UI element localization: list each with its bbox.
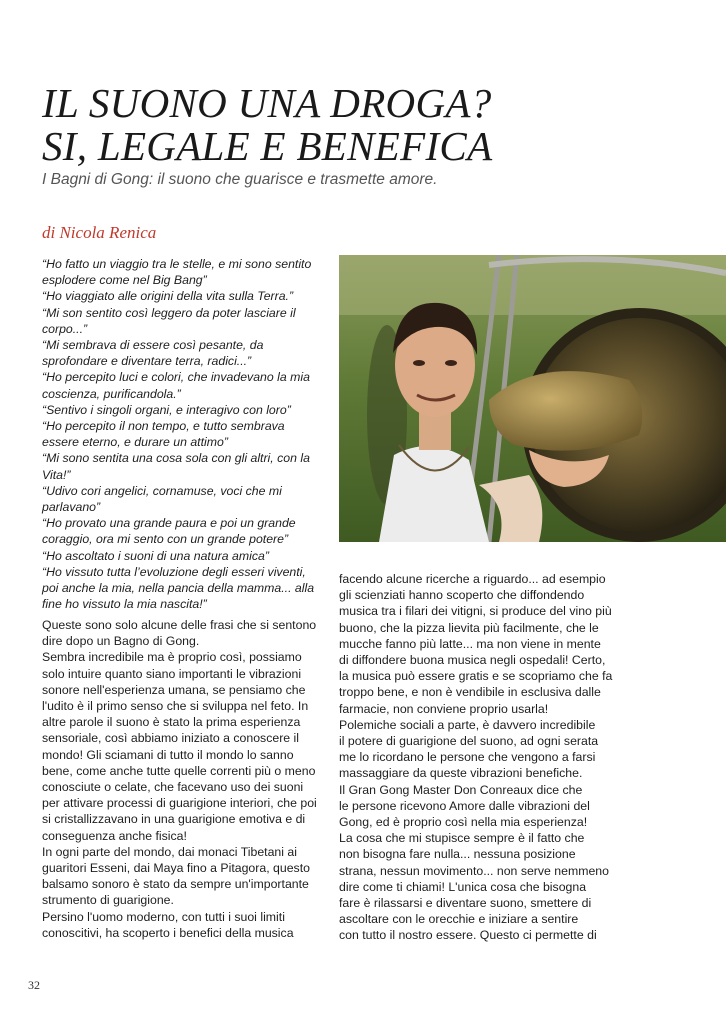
article-subtitle: I Bagni di Gong: il suono che guarisce e trasmette amore. (42, 171, 438, 188)
body-line: dire come ti chiami! L'unica cosa che bisogna (339, 879, 587, 894)
quote-line: poi anche la mia, nella pancia della mamma... alla (42, 581, 315, 596)
body-line: Gong, ed è proprio così nella mia esperienza! (339, 815, 588, 830)
body-line: conosciute o celate, che facevano uso dei suoni (42, 780, 304, 795)
body-line: conseguenza anche fisica! (42, 828, 187, 843)
body-line: di diffondere buona musica negli ospedali! Certo, (339, 653, 606, 668)
body-line: non bisogna fare nulla... nessuna posizione (339, 847, 576, 862)
quote-line: essere eterno, e durare un attimo” (42, 435, 228, 450)
quote-line: corpo...” (42, 321, 88, 336)
quote-line: coscienza, purificandola.” (42, 386, 181, 401)
body-line: farmacie, non conviene proprio usarla! (339, 701, 549, 716)
body-column-right (339, 571, 612, 944)
article-title (42, 82, 492, 168)
quote-line: “Ho provato una grande paura e poi un grande (42, 516, 296, 531)
body-line: facendo alcune ricerche a riguardo... ad esempio (339, 572, 606, 586)
body-line: per attivare processi di guarigione interiori, che poi (42, 796, 317, 811)
body-line: Queste sono solo alcune delle frasi che si sentono (42, 618, 317, 632)
quote-line: esplodere come nel Big Bang” (42, 273, 207, 288)
quote-line: “Mi son sentito così leggero da poter lasciare il (42, 305, 296, 320)
body-line: La cosa che mi stupisce sempre è il fatto che (339, 831, 585, 846)
body-line: Sembra incredibile ma è proprio così, possiamo (42, 650, 302, 665)
quote-line: Vita!” (42, 467, 71, 482)
body-line: mondo! Gli sciamani di tutto il mondo lo sanno (42, 747, 294, 762)
quote-line: “Ho ascoltato i suoni di una natura amica” (42, 548, 269, 563)
quote-line: “Ho percepito il non tempo, e tutto sembrava (42, 419, 285, 434)
quote-line: “Ho viaggiato alle origini della vita sulla Terra.” (42, 289, 294, 304)
body-line: sonore nell'esperienza umana, se pensiamo che (42, 682, 306, 697)
quote-line: “Udivo cori angelici, cornamuse, voci che mi (42, 483, 282, 498)
body-line: strumento di guarigione. (42, 893, 174, 908)
quote-line: “Sentivo i singoli organi, e interagivo con loro” (42, 402, 291, 417)
body-line: sensoriale, così abbiamo iniziato a conoscere il (42, 731, 300, 746)
quote-line: “Mi sono sentita una cosa sola con gli altri, con la (42, 451, 310, 466)
body-column-left (42, 617, 317, 941)
quote-line: “Ho vissuto tutta l’evoluzione degli esseri viventi, (42, 564, 306, 579)
body-line: l'udito è il primo senso che si sviluppa nel feto. In (42, 699, 309, 714)
title-line-1: IL SUONO UNA DROGA? (42, 80, 492, 126)
body-line: gli scienziati hanno scoperto che diffondendo (339, 588, 585, 603)
author-byline: di Nicola Renica (42, 223, 157, 242)
quote-line: “Ho percepito luci e colori, che invadevano la mia (42, 370, 310, 385)
quote-line: fine ho vissuto la mia nascita!” (42, 597, 207, 612)
quote-line: coraggio, ora mi sento con un grande potere” (42, 532, 289, 547)
quote-line: “Mi sembrava di essere così pesante, da (42, 338, 264, 353)
body-line: fare è rilassarsi e diventare suono, smettere di (339, 896, 592, 911)
body-line: Il Gran Gong Master Don Conreaux dice che (339, 782, 583, 797)
body-line: strana, nessun movimento... non serve nemmeno (339, 863, 609, 878)
quotes-column (42, 256, 314, 612)
body-line: guaritori Esseni, dai Maya fino a Pitagora, questo (42, 861, 310, 876)
body-line: troppo bene, e non è vendibile in esclusiva dalle (339, 685, 601, 700)
body-line: solo intuire quanto siano importanti le vibrazioni (42, 666, 302, 681)
body-line: il potere di guarigione del suono, ad ogni serata (339, 734, 599, 749)
body-line: me lo ricordano le persone che vengono a farsi (339, 750, 596, 765)
body-line: la musica può essere gratis e se scopriamo che fa (339, 669, 613, 684)
title-line-2: SI, LEGALE E BENEFICA (42, 123, 493, 169)
body-line: conoscitivi, ha scoperto i benefici della musica (42, 925, 294, 940)
body-line: dire dopo un Bagno di Gong. (42, 634, 200, 649)
body-line: massaggiare da queste vibrazioni benefiche. (339, 766, 583, 781)
body-line: bene, come anche tutte quelle correnti più o meno (42, 763, 316, 778)
body-line: ascoltare con le orecchie e iniziare a sentire (339, 912, 579, 927)
body-line: balsamo sonoro è stato da sempre un'importante (42, 877, 309, 892)
body-line: le persone ricevono Amore dalle vibrazioni del (339, 798, 590, 813)
body-line: altre parole il suono è stato la prima esperienza (42, 715, 301, 730)
body-line: In ogni parte del mondo, dai monaci Tibetani ai (42, 844, 297, 859)
gong-photo (339, 255, 726, 542)
quote-line: parlavano” (42, 500, 101, 515)
body-line: Polemiche sociali a parte, è davvero incredibile (339, 717, 596, 732)
body-line: buono, che la pizza lievita più facilmente, che le (339, 620, 599, 635)
quote-line: sprofondare e diventare terra, radici...” (42, 354, 252, 369)
body-line: Persino l'uomo moderno, con tutti i suoi limiti (42, 909, 285, 924)
quote-line: “Ho fatto un viaggio tra le stelle, e mi sono sentito (42, 257, 312, 271)
body-line: musica tra i filari dei vitigni, si produce del vino più (339, 604, 612, 619)
body-line: mucche fanno più latte... ma non viene in mente (339, 636, 601, 651)
page-number: 32 (28, 978, 40, 992)
body-line: con tutto il nostro essere. Questo ci permette di (339, 928, 597, 943)
photo-illustration (339, 255, 726, 542)
body-line: si cristallizzavano in una guarigione emotiva e di (42, 812, 306, 827)
